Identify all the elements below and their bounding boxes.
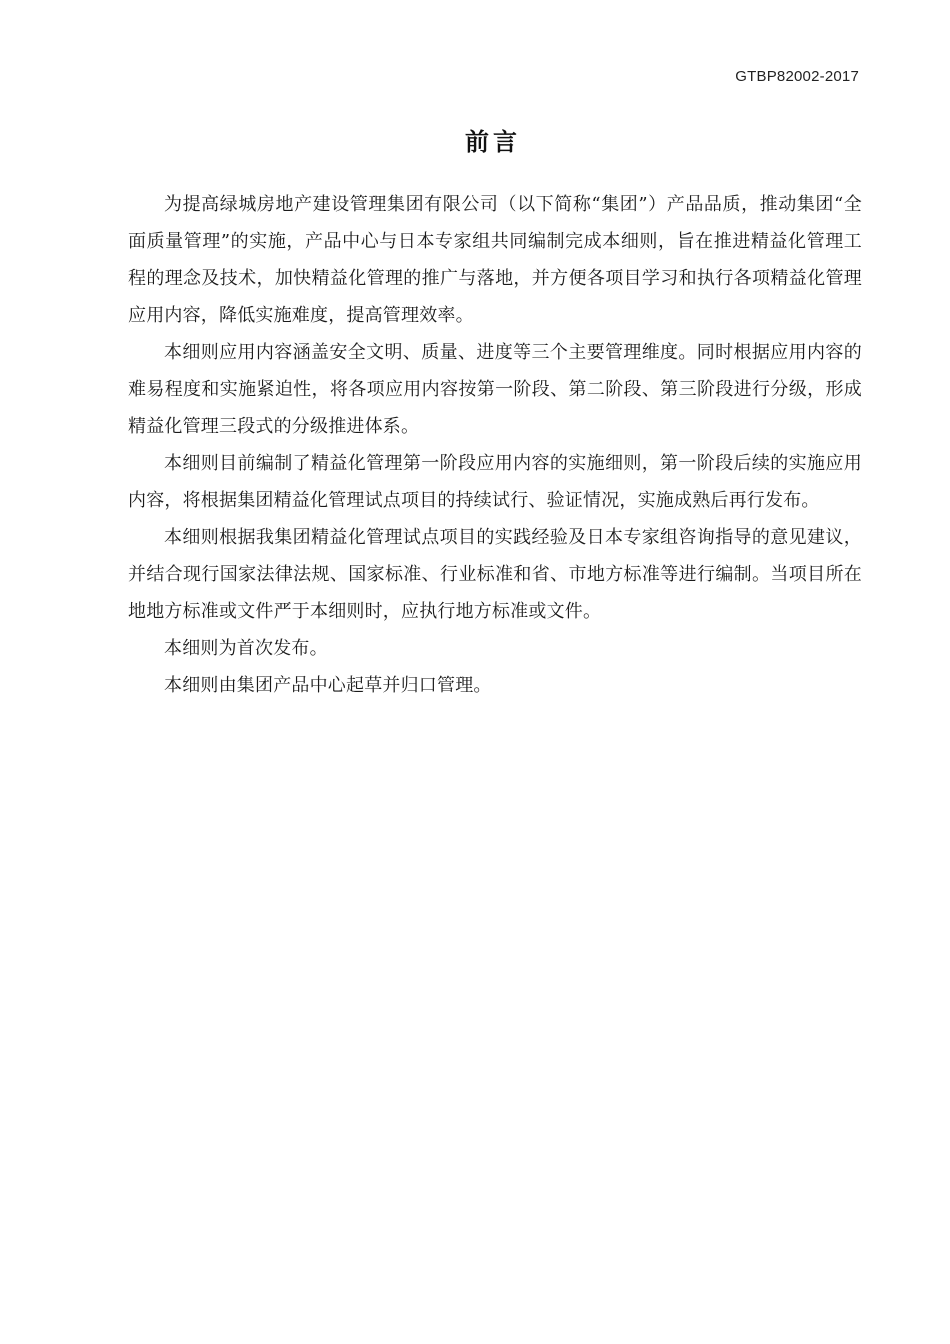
paragraph: 本细则为首次发布。 [164, 638, 328, 659]
document-code: GTBP82002-2017 [735, 68, 859, 85]
paragraph: 本细则目前编制了精益化管理第一阶段应用内容的实施细则，第一阶段后续的实施应用内容，将根据集团精益化管理试点项目的持续试行、验证情况，实施成熟后再行发布。 [128, 453, 862, 511]
paragraph: 本细则由集团产品中心起草并归口管理。 [164, 675, 492, 696]
preface-body [128, 186, 862, 704]
paragraph: 本细则应用内容涵盖安全文明、质量、进度等三个主要管理维度。同时根据应用内容的难易程度和实施紧迫性，将各项应用内容按第一阶段、第二阶段、第三阶段进行分级，形成精益化管理三段式的分级推进体系。 [128, 342, 862, 437]
paragraph: 本细则根据我集团精益化管理试点项目的实践经验及日本专家组咨询指导的意见建议，并结合现行国家法律法规、国家标准、行业标准和省、市地方标准等进行编制。当项目所在地地方标准或文件严于本细则时，应执行地方标准或文件。 [128, 527, 862, 622]
page-title: 前言 [465, 128, 521, 156]
paragraph: 为提高绿城房地产建设管理集团有限公司（以下简称“集团”）产品品质，推动集团“全面质量管理”的实施，产品中心与日本专家组共同编制完成本细则，旨在推进精益化管理工程的理念及技术，加快精益化管理的推广与落地，并方便各项目学习和执行各项精益化管理应用内容，降低实施难度，提高管理效率。 [128, 194, 862, 326]
